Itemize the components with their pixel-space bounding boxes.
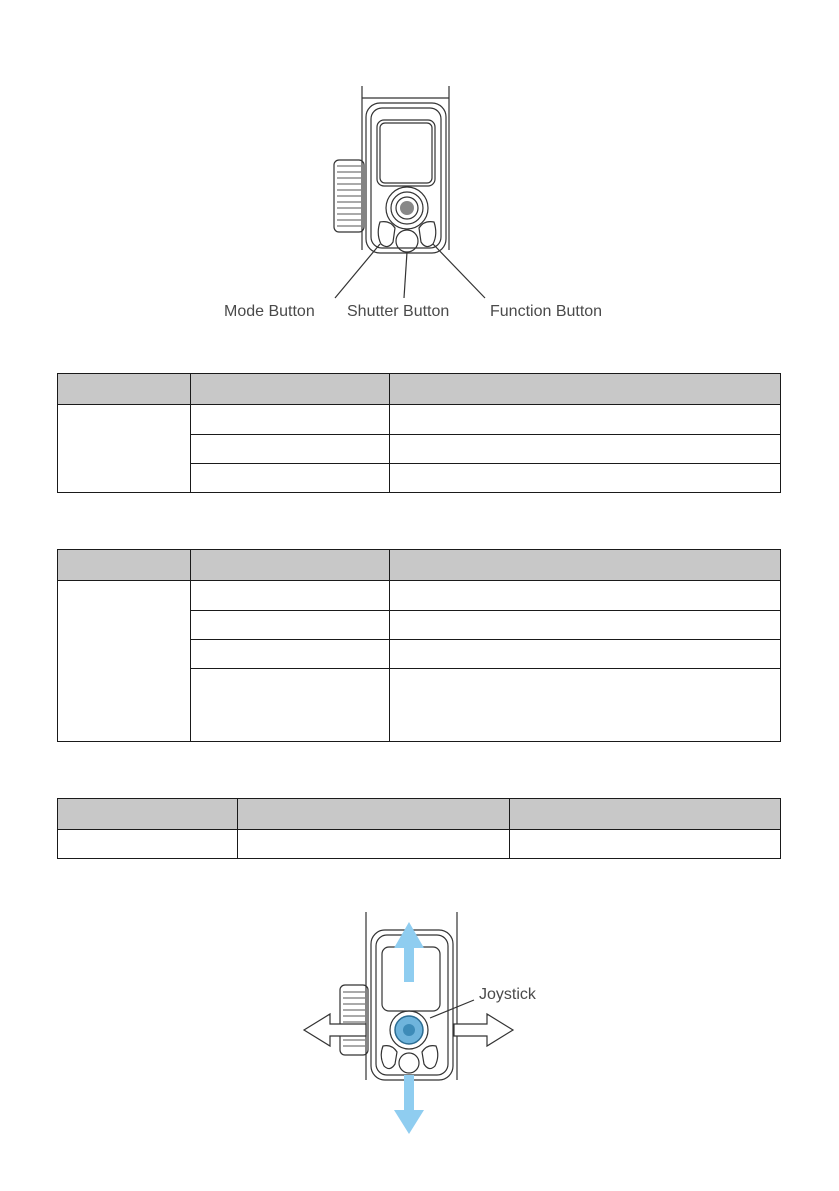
joystick-directions-illustration xyxy=(0,900,839,1191)
table-cell xyxy=(390,405,781,435)
header-cell xyxy=(58,374,191,405)
device-buttons-illustration xyxy=(0,0,839,340)
joystick-callout: Joystick xyxy=(479,986,536,1003)
function-button-callout: Function Button xyxy=(490,303,603,320)
shutter-button-callout: Shutter Button xyxy=(347,303,450,320)
table-cell xyxy=(191,640,390,669)
header-cell xyxy=(390,374,781,405)
table-cell xyxy=(390,464,781,493)
table-cell xyxy=(191,405,390,435)
table-cell xyxy=(58,405,191,493)
table-cell xyxy=(510,830,781,859)
table-cell xyxy=(191,611,390,640)
mode-button-callout: Mode Button xyxy=(224,303,315,320)
table-cell xyxy=(191,669,390,742)
table-row xyxy=(58,830,781,859)
table-header-row xyxy=(58,374,781,405)
table-row xyxy=(58,581,781,611)
arrow-down-icon xyxy=(394,1075,424,1134)
table-cell xyxy=(191,435,390,464)
header-cell xyxy=(58,550,191,581)
table-2 xyxy=(57,549,781,742)
table-cell xyxy=(390,669,781,742)
table-cell xyxy=(238,830,510,859)
header-cell xyxy=(390,550,781,581)
arrow-left-icon xyxy=(304,1014,366,1046)
table-cell xyxy=(191,464,390,493)
table-header-row xyxy=(58,799,781,830)
header-cell xyxy=(191,550,390,581)
table-cell xyxy=(390,581,781,611)
table-cell xyxy=(191,581,390,611)
table-header-row xyxy=(58,550,781,581)
table-cell xyxy=(390,611,781,640)
table-cell xyxy=(390,435,781,464)
header-cell xyxy=(58,799,238,830)
table-cell xyxy=(58,581,191,742)
arrow-right-icon xyxy=(454,1014,513,1046)
table-3 xyxy=(57,798,781,859)
header-cell xyxy=(191,374,390,405)
arrow-up-icon xyxy=(394,922,424,982)
header-cell xyxy=(510,799,781,830)
table-row xyxy=(58,405,781,435)
table-1 xyxy=(57,373,781,493)
header-cell xyxy=(238,799,510,830)
table-cell xyxy=(390,640,781,669)
table-cell xyxy=(58,830,238,859)
